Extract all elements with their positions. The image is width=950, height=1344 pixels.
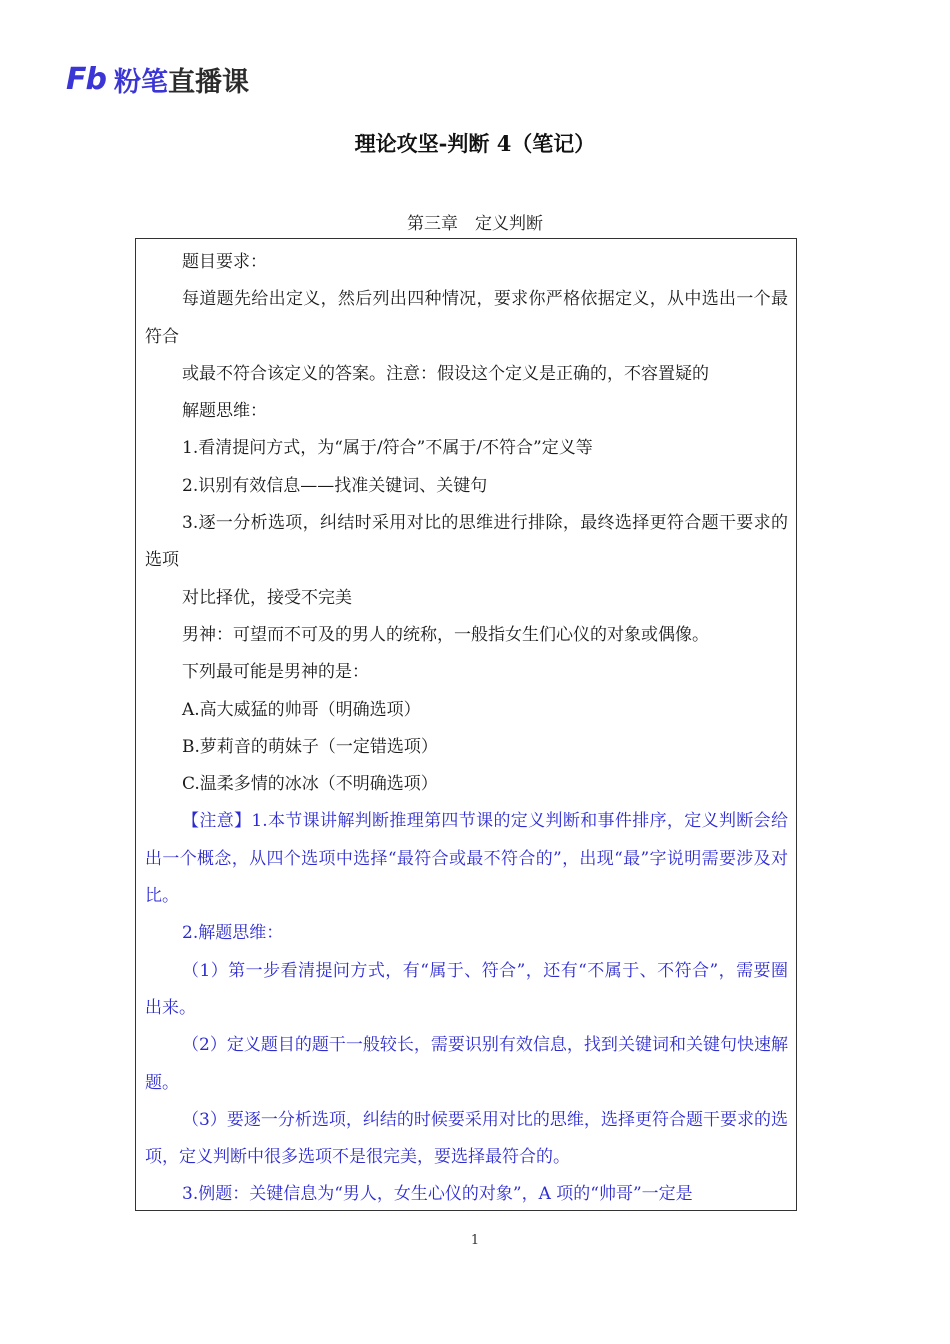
note-tag: 【注意】 [182, 811, 252, 832]
brand-logo [66, 62, 249, 96]
chapter-heading: 第三章 定义判断 [407, 214, 543, 234]
note-paragraph [145, 803, 788, 915]
brand-name-accent: 粉笔 [113, 66, 168, 98]
option-c: C.温柔多情的冰冰（不明确选项） [182, 774, 438, 795]
paragraph: 2.识别有效信息——找准关键词、关键句 [182, 475, 488, 496]
note-paragraph: 3.例题：关键信息为“男人，女生心仪的对象”，A 项的“帅哥”一定是 [182, 1184, 693, 1205]
note-paragraph: （1）第一步看清提问方式，有“属于、符合”，还有“不属于、不符合”，需要圈出来。 [145, 960, 788, 1018]
note-paragraph: 2.解题思维： [182, 923, 284, 944]
paragraph: 对比择优，接受不完美 [182, 587, 352, 608]
option-a: A.高大威猛的帅哥（明确选项） [182, 699, 421, 720]
paragraph: 题目要求： [182, 252, 267, 272]
paragraph: 解题思维： [182, 401, 267, 422]
option-b: B.萝莉音的萌妹子（一定错选项） [182, 736, 438, 757]
paragraph: 下列最可能是男神的是： [182, 662, 369, 683]
notes-box [135, 238, 797, 1211]
paragraph: 1.看清提问方式，为“属于/符合”不属于/不符合”定义等 [182, 438, 593, 459]
paragraph: 3.逐一分析选项，纠结时采用对比的思维进行排除，最终选择更符合题干要求的选项 [145, 513, 788, 571]
note-paragraph: （3）要逐一分析选项，纠结的时候要采用对比的思维，选择更符合题干要求的选项，定义判断中很多选项不是很完美，要选择最符合的。 [145, 1109, 788, 1168]
page-number: 1 [470, 1233, 480, 1248]
document-title: 理论攻坚-判断 4（笔记） [354, 131, 596, 156]
brand-name-rest: 直播课 [167, 66, 249, 98]
brand-name [114, 60, 249, 99]
fb-logo-icon: Fb [66, 61, 106, 97]
paragraph: 男神：可望而不可及的男人的统称，一般指女生们心仪的对象或偶像。 [182, 624, 709, 645]
paragraph: 每道题先给出定义，然后列出四种情况，要求你严格依据定义，从中选出一个最符合 [145, 289, 788, 347]
note-text: 1.本节课讲解判断推理第四节课的定义判断和事件排序，定义判断会给出一个概念，从四个选项中选择“最符合或最不符合的”，出现“最”字说明需要涉及对比。 [145, 811, 789, 907]
note-paragraph: （2）定义题目的题干一般较长，需要识别有效信息，找到关键词和关键句快速解题。 [145, 1035, 788, 1093]
paragraph: 或最不符合该定义的答案。注意：假设这个定义是正确的，不容置疑的 [182, 363, 709, 384]
